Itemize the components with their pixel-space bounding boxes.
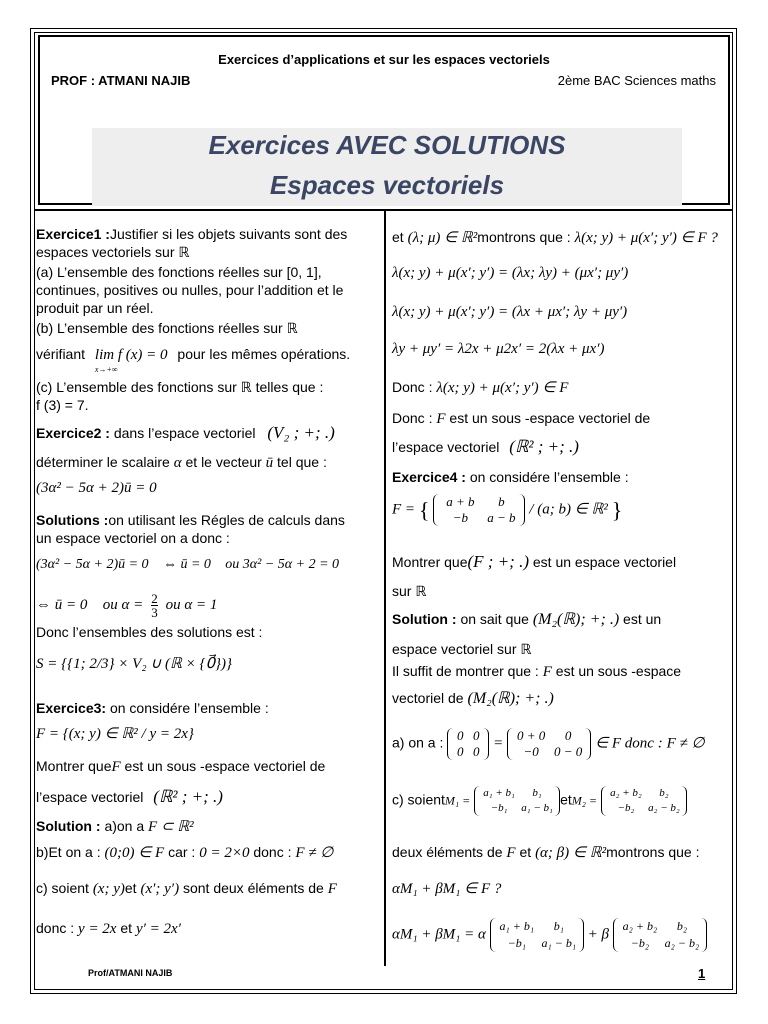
ex4-line2 [392, 553, 676, 571]
ex3-text: on considére l’ensemble : [109, 700, 269, 716]
alpha-symbol: α [173, 455, 182, 471]
ex3-sol-d [36, 920, 181, 938]
sol4-math1: (M₂(ℝ); +; .) [532, 611, 620, 628]
m1-22: a₁ − b₁ [521, 802, 553, 814]
ex3-line1 [36, 700, 269, 717]
zm-12: 0 [473, 728, 480, 743]
r-line2: λ(x; y) + μ(x′; y′) = (λx; λy) + (μx′; μy′) [392, 265, 629, 281]
sol4-d-line [392, 844, 699, 862]
ex4-text: on considére l’ensemble : [469, 469, 629, 485]
ex1-line2: espaces vectoriels sur ℝ [36, 244, 190, 260]
r-line4: λy + μy′ = λ2x + μ2x′ = 2(λx + μx′) [392, 341, 605, 357]
sol4-text4: est un sous -espace [555, 663, 682, 679]
ex3-text3: est un sous -espace vectoriel de [124, 758, 326, 774]
r7-text: l’espace vectoriel [392, 439, 500, 455]
fraction-denominator: 3 [151, 605, 158, 620]
zme-21: −0 [523, 744, 539, 759]
ex3-sol-heading: Solution : [36, 818, 101, 834]
r-line7 [392, 438, 579, 456]
ex2-heading: Exercice2 : [36, 425, 110, 441]
ex3-d-text2: et [120, 920, 133, 936]
banner-title-line1: Exercices AVEC SOLUTIONS [208, 130, 566, 160]
sol2-equation2 [36, 592, 217, 619]
sol2-eq2-start: ⇔ ū = 0⃗ ou α = [36, 597, 144, 614]
sol4-line1 [392, 611, 661, 628]
ex3-c-text3: sont deux éléments de [182, 880, 324, 896]
sol2-line2: un espace vectoriel on a donc : [36, 530, 230, 546]
zero-matrix [447, 728, 489, 760]
brace-open: { [418, 497, 430, 523]
ex3-b-math3: F ≠ ∅ [295, 845, 334, 861]
banner-title-line2: Espaces vectoriels [269, 170, 505, 200]
brace-close: } [611, 497, 623, 523]
r7-math: (ℝ² ; +; .) [509, 437, 579, 456]
ex4-m21: −b [452, 510, 469, 525]
m1-11: a₁ + b₁ [483, 787, 515, 799]
ex3-text2: Montrer que [36, 758, 112, 774]
ex3-sol-b [36, 844, 333, 862]
ex2-text4: tel que : [277, 454, 327, 470]
ex3-line2 [36, 758, 325, 776]
ex3-b-text3: donc : [253, 844, 292, 860]
ex3-d-text1: donc : [36, 920, 75, 936]
m1-21: −b₁ [490, 802, 508, 814]
r-line6 [392, 410, 650, 428]
sol4-text5: vectoriel de [392, 690, 464, 706]
sol4-d-math2: (α; β) ∈ ℝ² [535, 845, 607, 861]
teacher-name: PROF : ATMANI NAJIB [51, 73, 191, 88]
m1r-11: a₁ + b₁ [499, 919, 534, 933]
ex2-line2 [36, 454, 327, 472]
ex4-condition: / (a; b) ∈ ℝ² [529, 501, 608, 518]
ex2-space: (V₂ ; +; .) [267, 423, 335, 442]
ex2-text3: et le vecteur [185, 454, 262, 470]
ex4-text2: Montrer que [392, 554, 468, 570]
sol4-a-label: a) on a : [392, 734, 444, 751]
ex1-a-line3: produit par un réel. [36, 300, 154, 316]
ex1-b-text-end: pour les mêmes opérations. [177, 346, 351, 362]
ex3-c-text2: et [124, 880, 137, 896]
ex3-b-math2: 0 = 2×0 [199, 845, 250, 861]
sol4-math2: F [542, 664, 552, 680]
sol4-a-tail: ∈ F donc : [595, 735, 663, 752]
ex3-heading: Exercice3: [36, 700, 107, 716]
r1-text2: montrons que : [477, 229, 571, 245]
ex4-matrix [433, 494, 525, 526]
ex3-c-math1: (x; y) [92, 881, 125, 897]
ex3-c-text1: c) soient [36, 880, 89, 896]
ex2-line1 [36, 424, 335, 442]
ex3-c-math3: F [327, 881, 337, 897]
sol4-a-line: a) on a : 0 0 0 0 = 0 + 0 0 −0 0 − 0 ∈ F donc : F ≠ ∅ [392, 728, 705, 759]
class-level: 2ème BAC Sciences maths [557, 73, 716, 88]
zme-12: 0 [564, 728, 572, 743]
sol4-d-math1: F [506, 845, 516, 861]
ex1-c-line2: f (3) = 7. [36, 397, 89, 413]
ex4-m11: a + b [446, 494, 475, 509]
solution-set: S = {{1; 2/3} × V₂ ∪ (ℝ × {0⃗})} [36, 656, 233, 672]
r-line5 [392, 379, 568, 397]
sol4-f-line [392, 918, 707, 952]
ex3-d-math2: y′ = 2x′ [135, 921, 181, 937]
sol4-f-lhs: αM₁ + βM₁ = α [392, 926, 486, 943]
sol2-eq2-end: ou α = 1 [165, 597, 218, 614]
m2-12: b₂ [659, 787, 669, 799]
m1r-22: a₁ − b₁ [541, 936, 576, 950]
M2-label: M₂ = [571, 793, 598, 808]
sol2-equation1: (3α² − 5α + 2)ū = 0⃗ ⇔ ū = 0⃗ ou 3α² − 5α + 2 = 0 [36, 557, 340, 572]
m2r-11: a₂ + b₂ [622, 919, 658, 933]
M1-matrix [474, 786, 560, 816]
ex3-space: (ℝ² ; +; .) [153, 787, 223, 806]
zm-11: 0 [457, 728, 464, 743]
m2r-22: a₂ − b₂ [664, 936, 700, 950]
ex2-equation: (3α² − 5α + 2)ū = 0⃗ [36, 480, 169, 496]
sol4-e-line: αM₁ + βM₁ ∈ F ? [392, 881, 502, 897]
m2r-21: −b₂ [630, 936, 650, 950]
zm-22: 0 [473, 744, 480, 759]
ex3-c-math2: (x′; y′) [140, 881, 180, 897]
sol4-text3: Il suffit de montrer que : [392, 663, 539, 679]
ex3-sol-a-math: F ⊂ ℝ² [148, 819, 194, 835]
m2r-12: b₂ [676, 919, 687, 933]
sol4-line3 [392, 663, 681, 681]
r6-text1: Donc : [392, 410, 433, 426]
ex1-b-text: vérifiant [36, 346, 86, 362]
r1-text1: et [392, 229, 404, 245]
sol4-c-line [392, 786, 687, 816]
m1-12: b₁ [532, 787, 542, 799]
M2-matrix-repeat [613, 918, 707, 952]
ex1-line1 [36, 226, 347, 243]
ex4-line1 [392, 469, 629, 486]
ex1-text: Justifier si les objets suivants sont des [109, 226, 348, 242]
m1r-12: b₁ [553, 919, 564, 933]
ex4-F-label: F = [392, 501, 416, 518]
ex4-m12: b [498, 494, 505, 509]
sol4-c-and: et [560, 791, 572, 808]
zme-11: 0 + 0 [517, 728, 546, 743]
r5-text: Donc : [392, 379, 433, 395]
ex4-text3: est un espace vectoriel [532, 554, 677, 570]
r6-math: F [436, 411, 446, 427]
ex3-b-math1: (0;0) ∈ F [104, 845, 165, 861]
ex3-b-text2: car : [168, 844, 196, 860]
ex3-line3 [36, 788, 223, 806]
M2-matrix [601, 786, 687, 816]
m2-22: a₂ − b₂ [648, 802, 680, 814]
ex4-math: (F ; +; .) [467, 552, 529, 571]
sol2-line3: Donc l’ensembles des solutions est : [36, 624, 263, 640]
ex2-text: dans l’espace vectoriel [113, 425, 256, 441]
page-number: 1 [698, 966, 706, 981]
sol4-text2: est un [623, 611, 662, 627]
ex3-sol-a-text: a)on a [104, 818, 145, 834]
sol4-heading: Solution : [392, 611, 457, 627]
r5-math: λ(x; y) + μ(x′; y′) ∈ F [436, 380, 569, 396]
u-vector-symbol: ū [265, 455, 274, 471]
ex3-set: F = {(x; y) ∈ ℝ² / y = 2x} [36, 726, 194, 742]
ex3-d-math1: y = 2x [78, 921, 117, 937]
m2-11: a₂ + b₂ [610, 787, 642, 799]
ex1-c-line1: (c) L’ensemble des fonctions sur ℝ telles que : [36, 379, 324, 395]
m1r-21: −b₁ [507, 936, 526, 950]
ex3-text4: l’espace vectoriel [36, 789, 144, 805]
ex3-sol-a [36, 818, 194, 836]
ex1-heading: Exercice1 : [36, 226, 110, 242]
sol4-line4 [392, 690, 554, 707]
zm-21: 0 [457, 744, 464, 759]
ex3-b-text1: b)Et on a : [36, 844, 101, 860]
sol4-a-nonempty: F ≠ ∅ [666, 735, 705, 752]
sol4-text1: on sait que [460, 611, 529, 627]
sol4-d-text3: montrons que : [606, 844, 700, 860]
sol4-d-text2: et [519, 844, 532, 860]
zero-matrix-expanded [507, 728, 591, 760]
ex4-heading: Exercice4 : [392, 469, 466, 485]
sol4-d-text1: deux éléments de [392, 844, 503, 860]
ex4-set [392, 494, 622, 526]
limit-formula: lim f (x) = 0 [94, 347, 168, 363]
ex1-a-line1: (a) L’ensemble des fonctions réelles sur [0, 1], [36, 264, 322, 280]
fraction-two-thirds [151, 592, 158, 619]
zme-22: 0 − 0 [554, 744, 583, 759]
ex4-m22: a − b [487, 510, 516, 525]
ex4-line3: sur ℝ [392, 583, 427, 599]
fraction-numerator: 2 [151, 591, 158, 606]
r-line1 [392, 229, 718, 247]
sol4-line2: espace vectoriel sur ℝ [392, 641, 532, 657]
limit-subscript: x→+∞ [94, 365, 118, 374]
sol4-f-plus: + β [587, 926, 610, 943]
sol4-math3: (M₂(ℝ); +; .) [467, 690, 554, 707]
footer-author: Prof/ATMANI NAJIB [88, 968, 173, 978]
ex3-sol-c [36, 880, 337, 898]
m2-21: −b₂ [617, 802, 635, 814]
column-divider [384, 209, 386, 966]
r-line3: λ(x; y) + μ(x′; y′) = (λx + μx′; λy + μy′) [392, 304, 628, 320]
sol4-c-label: c) soient [392, 791, 445, 808]
ex1-a-line2: continues, positives ou nulles, pour l’addition et le [36, 282, 344, 298]
sol2-line1 [36, 512, 345, 529]
ex2-text2: déterminer le scalaire [36, 454, 170, 470]
document-title: Exercices d’applications et sur les espaces vectoriels [218, 52, 550, 67]
r6-text2: est un sous -espace vectoriel de [449, 410, 651, 426]
r1-math1: (λ; μ) ∈ ℝ² [407, 230, 478, 246]
sol2-text: on utilisant les Régles de calculs dans [108, 512, 345, 528]
r1-math2: λ(x; y) + μ(x′; y′) ∈ F ? [574, 230, 718, 246]
sol2-heading: Solutions : [36, 512, 109, 528]
ex1-b-line1: (b) L’ensemble des fonctions réelles sur ℝ [36, 320, 298, 336]
M1-matrix-repeat [490, 918, 584, 952]
M1-label: M₁ = [444, 793, 471, 808]
ex1-b-line2 [36, 346, 351, 374]
ex3-F: F [111, 759, 121, 775]
limit-expression [94, 346, 168, 374]
